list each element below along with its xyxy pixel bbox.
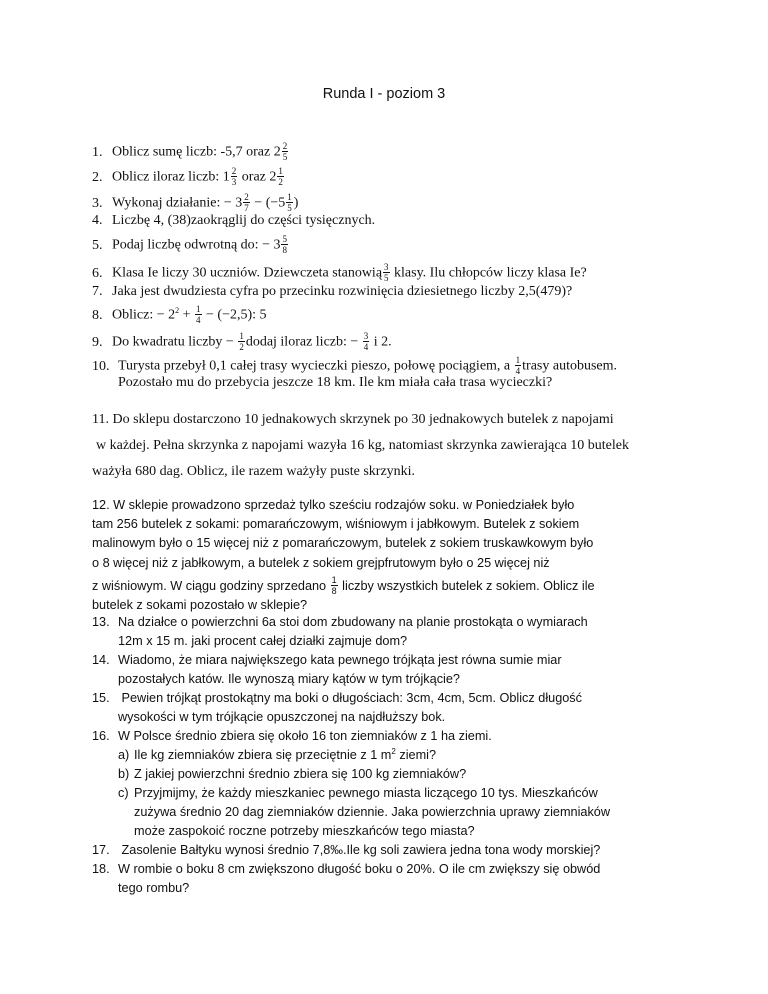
question-number: 17. <box>92 843 110 857</box>
question-text: W Polsce średnio zbiera się około 16 ton ziemniaków z 1 ha ziemi. <box>118 729 492 743</box>
question-18-line-2: tego rombu? <box>118 881 190 895</box>
question-9 <box>92 332 392 353</box>
subquestion-text-end: ziemi? <box>395 748 437 762</box>
question-text-end: i 2. <box>370 334 392 350</box>
fraction <box>238 331 245 352</box>
question-16-c <box>118 785 598 801</box>
question-number: 2. <box>92 169 103 185</box>
question-number: 3. <box>92 195 103 211</box>
exponent: 2 <box>391 746 396 756</box>
question-text: Do kwadratu liczby − <box>112 334 238 350</box>
question-18 <box>92 861 600 877</box>
denominator: 4 <box>515 366 521 376</box>
numerator: 1 <box>196 304 201 314</box>
question-16 <box>92 728 492 744</box>
question-text-end: liczby wszystkich butelek z sokiem. Oblicz ile <box>338 578 595 593</box>
question-17 <box>92 842 600 858</box>
question-16-c-line-3: może zaspokoić roczne potrzeby mieszkańców tego miasta? <box>134 824 475 838</box>
fraction <box>383 262 390 283</box>
question-12-line-6: butelek z sokami pozostało w sklepie? <box>92 598 308 612</box>
numerator: 3 <box>384 262 389 272</box>
question-number: 5. <box>92 237 103 253</box>
question-16-a <box>118 747 436 763</box>
fraction <box>286 192 293 213</box>
question-text: Zasolenie Bałtyku wynosi średnio 7,8‰.Ile kg soli zawiera jedna tona wody morskiej? <box>118 843 601 857</box>
numerator: 2 <box>282 141 288 151</box>
question-number: 8. <box>92 307 103 323</box>
question-number: 13. <box>92 615 110 629</box>
fraction <box>243 192 250 213</box>
question-text: Oblicz iloraz liczb: 1 <box>112 169 230 185</box>
question-3 <box>92 193 298 214</box>
question-text: z wiśniowym. W ciągu godziny sprzedano <box>92 578 330 593</box>
question-15 <box>92 690 582 706</box>
numerator: 5 <box>282 234 287 244</box>
fraction <box>195 304 202 325</box>
question-number: 18. <box>92 862 110 876</box>
question-number: 9. <box>92 334 103 350</box>
question-text: Oblicz: − 2 <box>112 307 176 323</box>
fraction <box>281 234 288 255</box>
question-text: Na działce o powierzchni 6a stoi dom zbudowany na planie prostokąta o wymiarach <box>118 615 588 629</box>
question-10 <box>92 356 617 377</box>
question-12-line-3: malinowym było o 15 więcej niż z pomarańczowym, butelek z sokiem truskawkowym było <box>92 536 594 550</box>
denominator: 4 <box>196 315 201 325</box>
question-4 <box>92 213 375 229</box>
exponent: 2 <box>175 306 180 316</box>
question-16-c-line-2: zużywa średnio 20 dag ziemniaków dziennie. Jaka powierzchnia uprawy ziemniaków <box>134 805 611 819</box>
question-2 <box>92 167 285 188</box>
question-text-end: klasy. Ilu chłopców liczy klasa Ie? <box>390 265 587 281</box>
subquestion-text: Z jakiej powierzchni średnio zbiera się 100 kg ziemniaków? <box>134 767 467 781</box>
numerator: 1 <box>239 331 244 341</box>
question-text-end: − (−2,5): 5 <box>202 307 267 323</box>
numerator: 1 <box>515 355 521 365</box>
numerator: 1 <box>278 166 283 176</box>
question-text: Podaj liczbę odwrotną do: − 3 <box>112 237 281 253</box>
question-13 <box>92 614 588 630</box>
subquestion-text: Przyjmijmy, że każdy mieszkaniec pewnego miasta liczącego 10 tys. Mieszkańców <box>134 786 598 800</box>
fraction <box>515 355 522 376</box>
question-number: 14. <box>92 653 110 667</box>
fraction <box>282 141 289 162</box>
question-12-line-1: 12. W sklepie prowadzono sprzedaż tylko sześciu rodzajów soku. w Poniedziałek było <box>92 498 575 512</box>
question-5 <box>92 235 289 256</box>
question-text: Pewien trójkąt prostokątny ma boki o długościach: 3cm, 4cm, 5cm. Oblicz długość <box>118 691 582 705</box>
question-14 <box>92 652 562 668</box>
question-text: Jaka jest dwudziesta cyfra po przecinku rozwinięcia dziesietnego liczby 2,5(479)? <box>112 284 573 299</box>
numerator: 1 <box>331 575 337 585</box>
question-text-mid: − (−5 <box>250 195 286 211</box>
question-number: 1. <box>92 144 103 160</box>
question-text-mid: + <box>179 307 195 323</box>
question-11-line-2: w każdej. Pełna skrzynka z napojami wazyła 16 kg, natomiast skrzynka zawierająca 10 butelek <box>96 438 629 453</box>
denominator: 3 <box>231 177 237 187</box>
question-text-end: ) <box>293 195 299 211</box>
question-6 <box>92 263 587 284</box>
question-text: Klasa Ie liczy 30 uczniów. Dziewczeta stanowią <box>112 265 383 281</box>
question-7 <box>92 284 572 300</box>
question-number: 6. <box>92 265 103 281</box>
numerator: 2 <box>244 192 249 202</box>
question-12-line-2: tam 256 butelek z sokami: pomarańczowym, wiśniowym i jabłkowym. Butelek z sokiem <box>92 517 580 531</box>
page-title: Runda I - poziom 3 <box>322 86 446 102</box>
question-number: 10. <box>92 358 110 374</box>
question-number: 4. <box>92 213 103 228</box>
numerator: 2 <box>231 166 237 176</box>
question-16-b <box>118 766 466 782</box>
question-text-end: trasy autobusem. <box>522 358 618 374</box>
question-text: Liczbę 4, (38)zaokrąglij do części tysięcznych. <box>112 213 376 228</box>
subquestion-label: c) <box>118 786 129 800</box>
subquestion-label: a) <box>118 748 130 762</box>
question-text: Wykonaj działanie: − 3 <box>112 195 243 211</box>
question-1 <box>92 142 289 163</box>
question-10-line-2: Pozostało mu do przebycia jeszcze 18 km. Ile km miała cała trasa wycieczki? <box>118 375 553 390</box>
denominator: 5 <box>282 152 288 162</box>
denominator: 5 <box>287 203 292 213</box>
question-text: Wiadomo, że miara największego kata pewnego trójkąta jest równa sumie miar <box>118 653 562 667</box>
fraction <box>363 331 370 352</box>
denominator: 8 <box>282 245 287 255</box>
denominator: 2 <box>239 342 244 352</box>
fraction <box>231 166 238 187</box>
fraction <box>331 575 338 596</box>
question-14-line-2: pozostałych katów. Ile wynoszą miary kątów w tym trójkącie? <box>118 672 460 686</box>
subquestion-text: Ile kg ziemniaków zbiera się przeciętnie z 1 m <box>134 748 392 762</box>
question-text: Oblicz sumę liczb: -5,7 oraz 2 <box>112 144 281 160</box>
question-12-line-5 <box>92 576 595 597</box>
question-15-line-2: wysokości w tym trójkącie opuszczonej na najdłuższy bok. <box>118 710 446 724</box>
denominator: 7 <box>244 203 249 213</box>
denominator: 2 <box>278 177 283 187</box>
question-number: 7. <box>92 284 103 299</box>
denominator: 8 <box>331 586 337 596</box>
question-text-mid: oraz 2 <box>238 169 277 185</box>
question-text-mid: dodaj iloraz liczb: − <box>245 334 362 350</box>
numerator: 1 <box>287 192 292 202</box>
question-12-line-4: o 8 więcej niż z jabłkowym, a butelek z sokiem grejpfrutowym było o 25 więcej niż <box>92 556 550 570</box>
question-text: W rombie o boku 8 cm zwiększono długość boku o 20%. O ile cm zwiększy się obwód <box>118 862 601 876</box>
question-11-line-3: ważyła 680 dag. Oblicz, ile razem ważyły puste skrzynki. <box>92 464 416 479</box>
question-number: 15. <box>92 691 110 705</box>
question-number: 16. <box>92 729 110 743</box>
question-text: Turysta przebył 0,1 całej trasy wycieczki pieszo, połowę pociągiem, a <box>118 358 514 374</box>
denominator: 4 <box>363 342 369 352</box>
question-11-line-1: 11. Do sklepu dostarczono 10 jednakowych skrzynek po 30 jednakowych butelek z napojami <box>92 412 614 427</box>
question-13-line-2: 12m x 15 m. jaki procent całej działki zajmuje dom? <box>118 634 408 648</box>
denominator: 5 <box>384 273 389 283</box>
question-8 <box>92 305 267 326</box>
numerator: 3 <box>363 331 369 341</box>
subquestion-label: b) <box>118 767 130 781</box>
fraction <box>277 166 284 187</box>
